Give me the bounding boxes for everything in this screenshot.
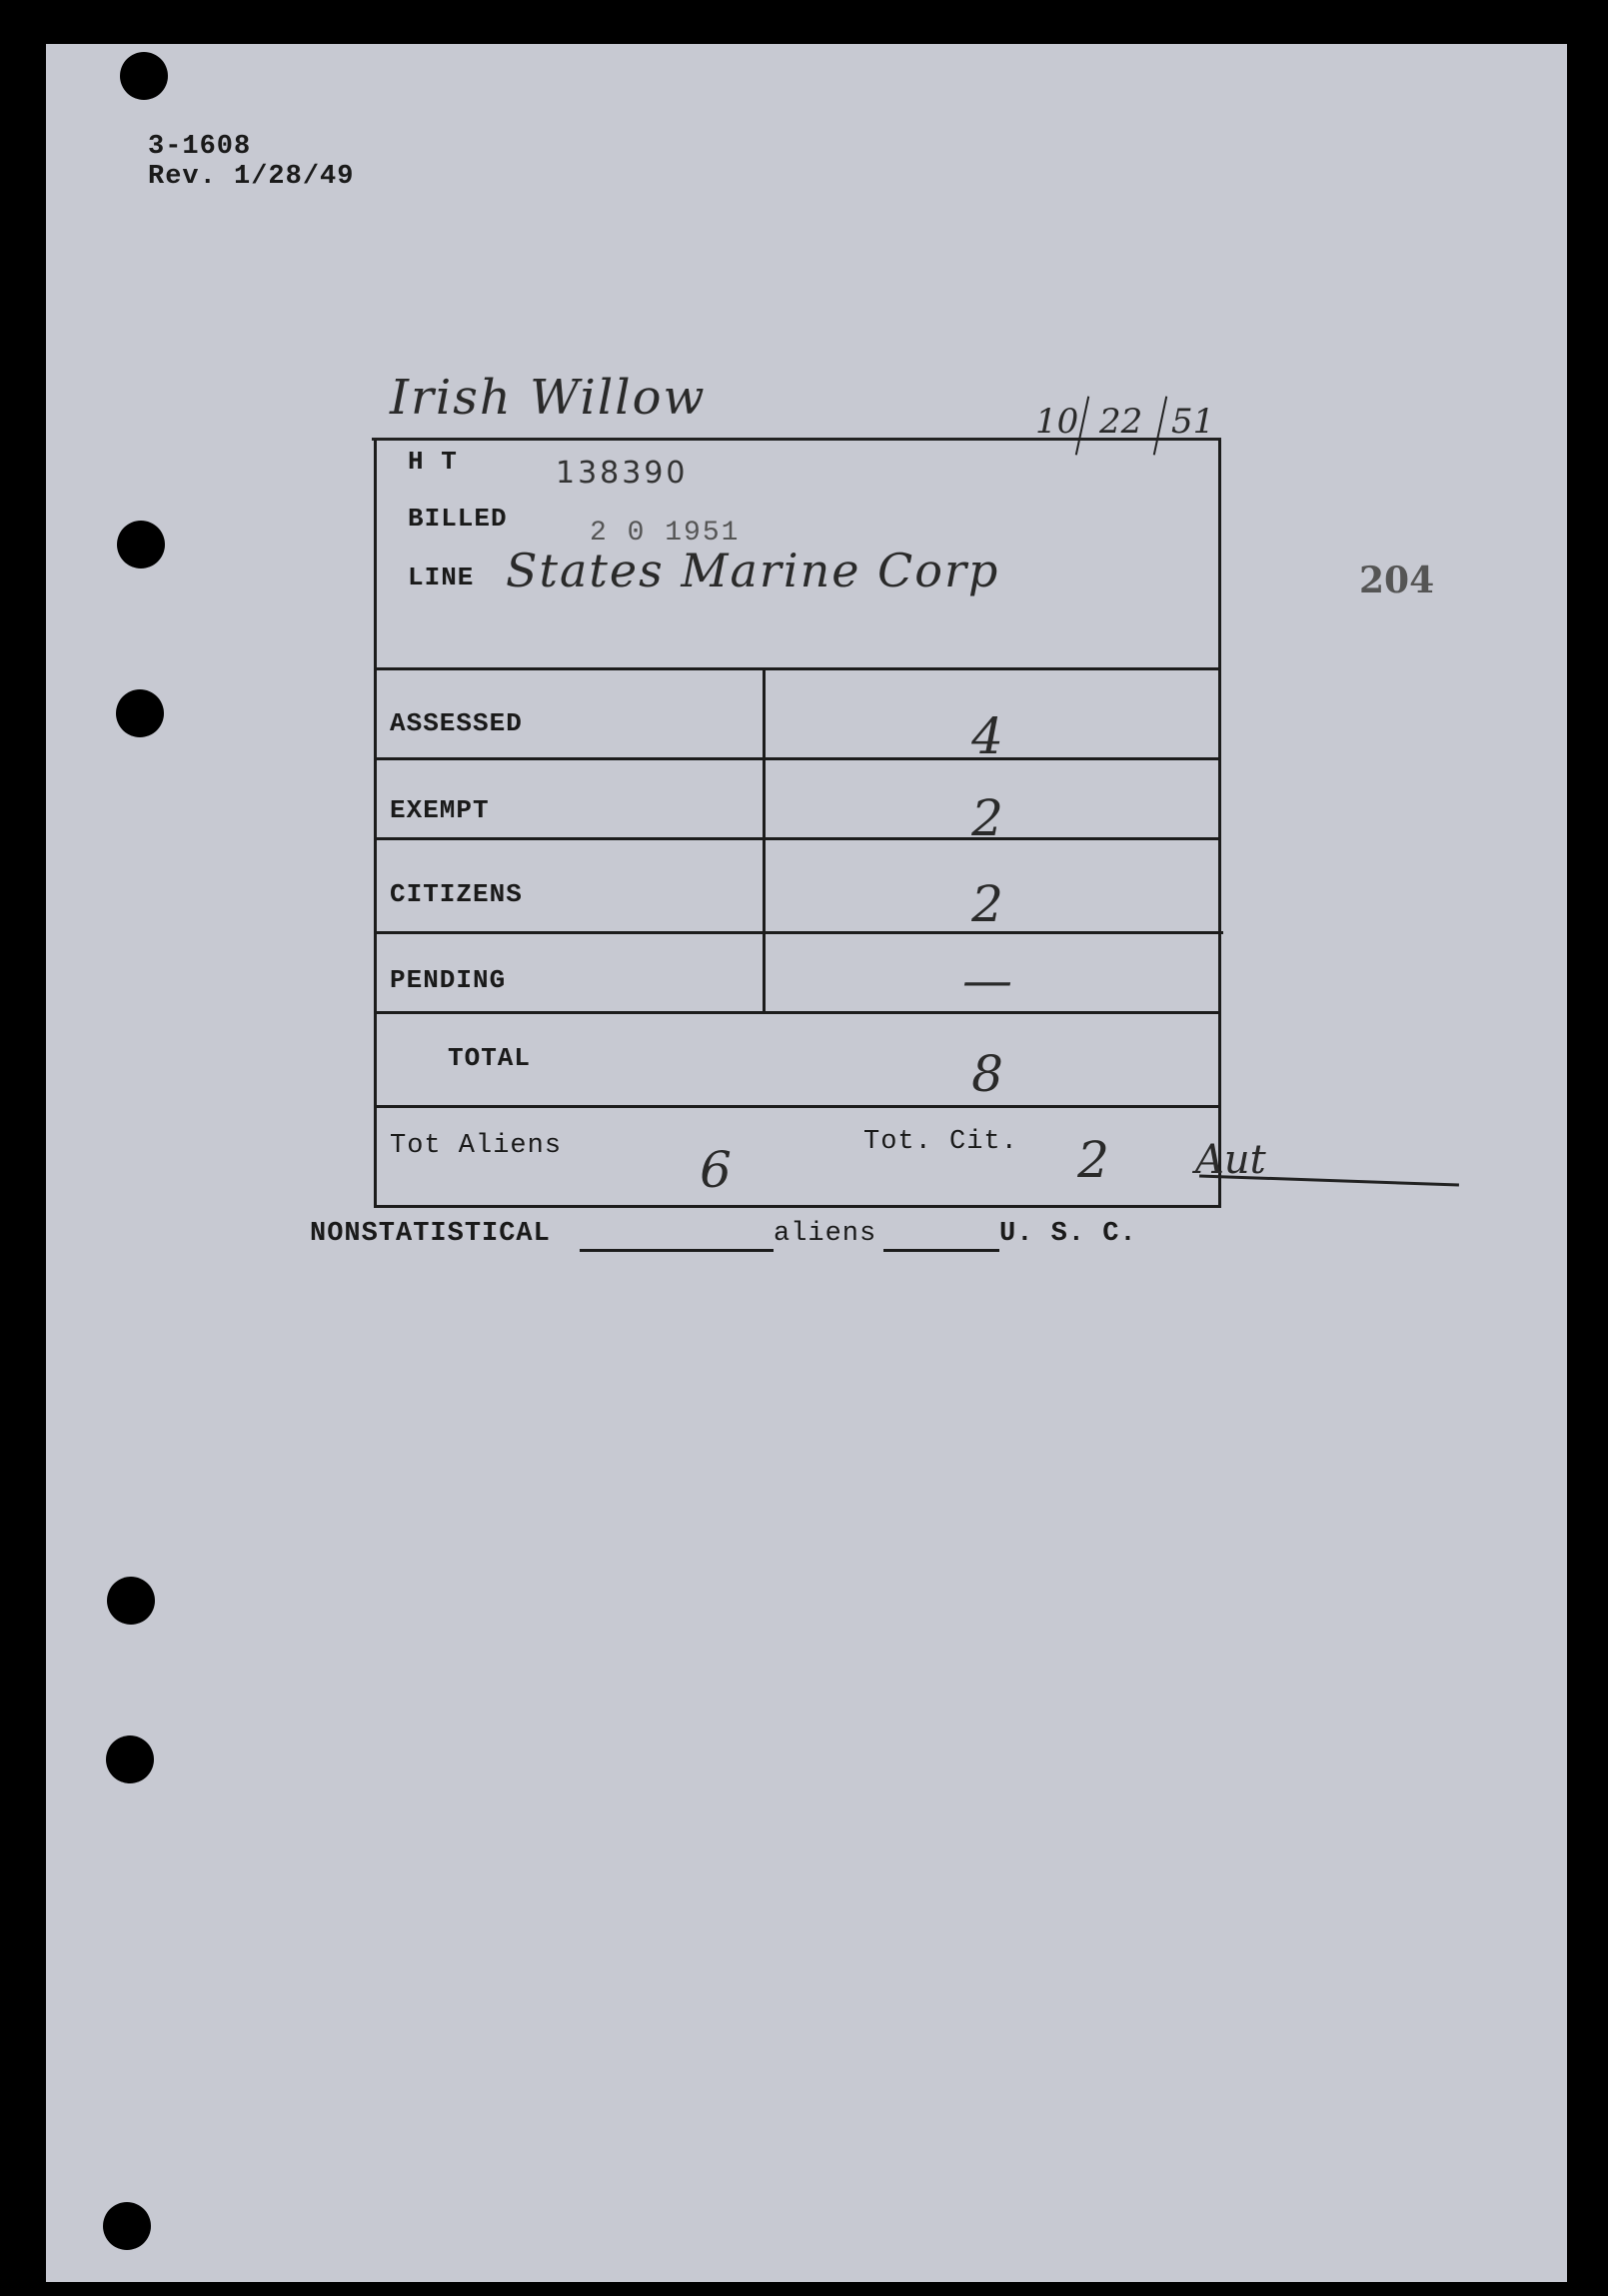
divider xyxy=(374,1011,1221,1014)
date-month: 10 xyxy=(1035,402,1079,442)
punch-hole xyxy=(106,1735,154,1783)
billed-label: BILLED xyxy=(408,504,508,534)
punch-hole xyxy=(116,689,164,737)
divider xyxy=(374,837,1221,840)
punch-hole xyxy=(117,521,165,569)
nonstat-aliens-blank xyxy=(580,1249,774,1252)
row-label-exempt: EXEMPT xyxy=(390,795,490,825)
tot-cit-value: 2 xyxy=(1077,1131,1109,1189)
vessel-name: Irish Willow xyxy=(390,370,707,426)
row-label-pending: PENDING xyxy=(390,965,507,995)
divider xyxy=(374,757,1221,760)
row-label-assessed: ASSESSED xyxy=(390,708,523,738)
nonstatistical-label: NONSTATISTICAL xyxy=(310,1219,551,1249)
total-value: 8 xyxy=(971,1045,1003,1103)
form-number: 3-1608 xyxy=(148,132,252,162)
tot-aliens-label: Tot Aliens xyxy=(390,1131,563,1161)
row-value-exempt: 2 xyxy=(971,789,1003,847)
row-value-pending: — xyxy=(962,951,1012,1009)
usc-label: U. S. C. xyxy=(999,1219,1137,1249)
punch-hole xyxy=(103,2202,151,2250)
ht-number: 138390 xyxy=(556,456,689,491)
line-value: States Marine Corp xyxy=(506,544,1000,597)
page-number: 204 xyxy=(1359,560,1435,601)
billed-date-stamp: 2 0 1951 xyxy=(590,518,741,549)
row-value-assessed: 4 xyxy=(971,707,1003,765)
punch-hole xyxy=(107,1577,155,1625)
column-divider xyxy=(763,667,766,1014)
divider xyxy=(374,1105,1221,1108)
inspector-initials: Aut xyxy=(1195,1137,1266,1183)
row-label-citizens: CITIZENS xyxy=(390,879,523,909)
date-year: 51 xyxy=(1171,402,1215,442)
nonstat-usc-blank xyxy=(883,1249,999,1252)
aliens-label: aliens xyxy=(774,1219,877,1249)
divider xyxy=(374,667,1221,670)
total-label: TOTAL xyxy=(448,1043,532,1073)
punch-hole xyxy=(120,52,168,100)
ht-label: H T xyxy=(408,447,458,477)
form-number-block xyxy=(148,133,354,192)
tot-cit-label: Tot. Cit. xyxy=(863,1127,1018,1157)
row-value-citizens: 2 xyxy=(971,875,1003,933)
date-day: 22 xyxy=(1099,402,1143,442)
form-revision: Rev. 1/28/49 xyxy=(148,161,355,192)
line-label: LINE xyxy=(408,563,475,592)
tot-aliens-value: 6 xyxy=(700,1141,732,1199)
divider xyxy=(374,931,1223,934)
